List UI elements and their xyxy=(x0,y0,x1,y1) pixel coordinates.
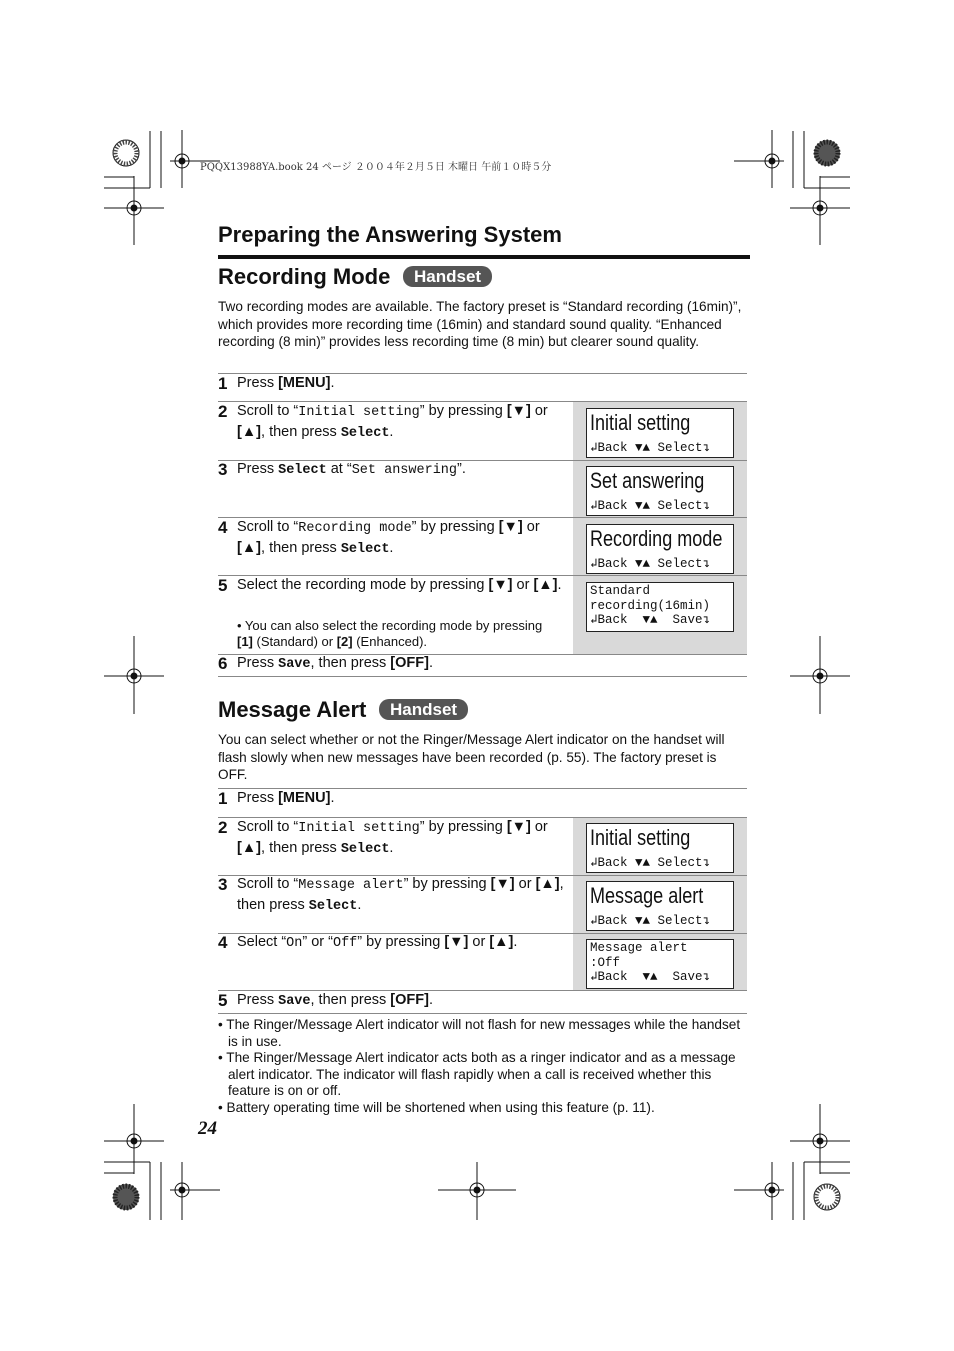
step-number: 1 xyxy=(218,789,228,808)
step-instruction: Scroll to “Initial setting” by pressing [▼] or [▲], then press Select. xyxy=(237,819,548,857)
step-number: 5 xyxy=(218,576,228,595)
step-number: 1 xyxy=(218,374,228,393)
handset-display: Set answering ↲Back ▼▲ Select↴ xyxy=(586,466,734,516)
note-item: • The Ringer/Message Alert indicator acts both as a ringer indicator and as a message alert indicator. The indicator will flash rapidly when a call is received whether this feature is on or off. xyxy=(218,1050,736,1098)
note-item: • Battery operating time will be shortened when using this feature (p. 11). xyxy=(218,1099,655,1115)
step-instruction: Scroll to “Message alert” by pressing [▼] or [▲], then press Select. xyxy=(237,876,564,914)
page-number: 24 xyxy=(198,1118,217,1139)
handset-display: Initial setting ↲Back ▼▲ Select↴ xyxy=(586,408,734,458)
divider xyxy=(218,1013,747,1014)
step-instruction: Scroll to “Initial setting” by pressing [▼] or [▲], then press Select. xyxy=(237,403,548,441)
step-instruction: Press [MENU]. xyxy=(237,790,335,806)
step-instruction: Select “On” or “Off” by pressing [▼] or [▲]. xyxy=(237,934,518,951)
step-number: 2 xyxy=(218,402,228,421)
step-number: 6 xyxy=(218,654,228,673)
step-note: • You can also select the recording mode by pressing [1] (Standard) or [2] (Enhanced). xyxy=(237,618,543,649)
book-file-header: PQQX13988YA.book 24 ページ ２００４年２月５日 木曜日 午前１０時５分 xyxy=(200,162,552,173)
step-number: 2 xyxy=(218,818,228,837)
section-rule xyxy=(218,255,750,259)
step-instruction: Press [MENU]. xyxy=(237,375,335,391)
step-number: 3 xyxy=(218,875,228,894)
message-alert-handset-badge: Handset xyxy=(379,699,468,720)
step-instruction: Press Save, then press [OFF]. xyxy=(237,992,433,1009)
recording-mode-heading: Recording Mode xyxy=(218,264,391,289)
recording-mode-intro: Two recording modes are available. The factory preset is “Standard recording (16min)”, which provides more recording time (16min) and standard sound quality. “Enhanced recording (8 min)” provides less recording time (8 min) but clearer sound quality. xyxy=(218,299,742,349)
divider xyxy=(218,676,747,677)
handset-display: Initial setting ↲Back ▼▲ Select↴ xyxy=(586,823,734,873)
note-item: • The Ringer/Message Alert indicator will not flash for new messages while the handset is in use. xyxy=(218,1017,741,1049)
step-instruction: Press Select at “Set answering”. xyxy=(237,461,466,478)
step-number: 4 xyxy=(218,933,228,952)
handset-display: Recording mode ↲Back ▼▲ Select↴ xyxy=(586,524,734,574)
step-instruction: Scroll to “Recording mode” by pressing [▼] or [▲], then press Select. xyxy=(237,519,540,557)
step-number: 4 xyxy=(218,518,228,537)
handset-display: Standard recording(16min) ↲Back ▼▲ Save↴ xyxy=(586,582,734,632)
recording-mode-handset-badge: Handset xyxy=(403,266,492,287)
section-title: Preparing the Answering System xyxy=(218,222,562,247)
notes-list xyxy=(218,1017,748,1116)
message-alert-heading: Message Alert xyxy=(218,697,367,722)
handset-display: Message alert :Off ↲Back ▼▲ Save↴ xyxy=(586,939,734,989)
message-alert-intro: You can select whether or not the Ringer/Message Alert indicator on the handset will flash slowly when new messages have been recorded (p. 55). The factory preset is OFF. xyxy=(218,732,725,782)
step-instruction: Select the recording mode by pressing [▼] or [▲]. xyxy=(237,577,562,593)
step-number: 3 xyxy=(218,460,228,479)
step-number: 5 xyxy=(218,991,228,1010)
step-instruction: Press Save, then press [OFF]. xyxy=(237,655,433,672)
handset-display: Message alert ↲Back ▼▲ Select↴ xyxy=(586,881,734,931)
